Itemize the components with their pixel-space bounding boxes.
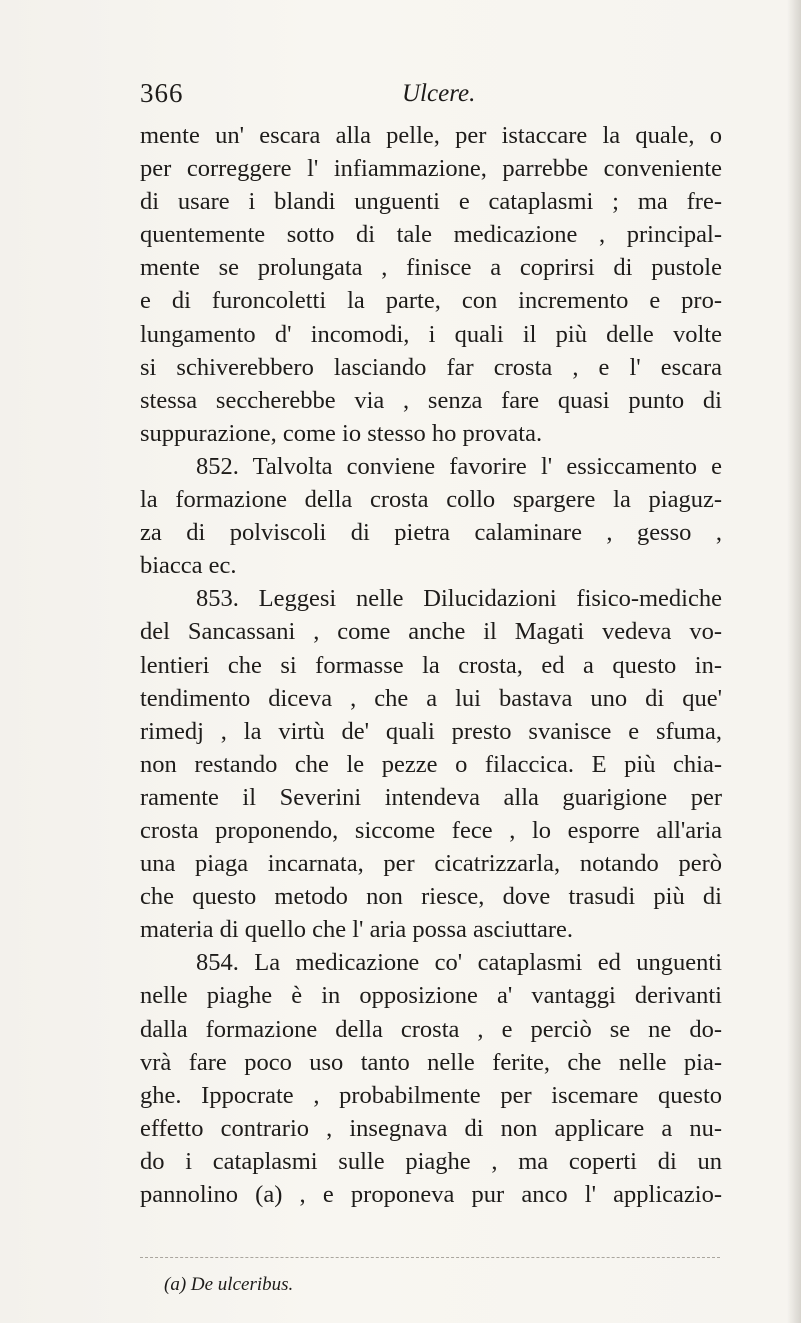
text-line: pannolino (a) , e proponeva pur anco l' applicazio- (140, 1181, 722, 1208)
footnote: (a) De ulceribus. (164, 1274, 294, 1295)
text-line: nelle piaghe è in opposizione a' vantaggi derivanti (140, 982, 722, 1010)
body-text (140, 119, 722, 1211)
text-line: e di furoncoletti la parte, con incremento e pro- (140, 287, 722, 315)
paragraph-852-start: 852. Talvolta conviene favorire l' essiccamento e (196, 452, 722, 480)
text-line: biacca ec. (140, 552, 237, 580)
text-line: lungamento d' incomodi, i quali il più delle volte (140, 320, 722, 348)
text-line: una piaga incarnata, per cicatrizzarla, notando però (140, 850, 722, 878)
paragraph-854-start: 854. La medicazione co' cataplasmi ed unguenti (196, 949, 722, 977)
text-line: rimedj , la virtù de' quali presto svanisce e sfuma, (140, 717, 722, 745)
text-line: mente un' escara alla pelle, per istaccare la quale, o (140, 122, 722, 149)
text-line: tendimento diceva , che a lui bastava uno di que' (140, 684, 722, 712)
text-line: per correggere l' infiammazione, parrebbe conveniente (140, 155, 722, 183)
footnote-divider (140, 1257, 720, 1258)
text-line: vrà fare poco uso tanto nelle ferite, che nelle pia- (140, 1048, 722, 1076)
text-line: ghe. Ippocrate , probabilmente per iscemare questo (140, 1081, 722, 1109)
text-line: la formazione della crosta collo spargere la piaguz- (140, 486, 722, 514)
paragraph-853-start: 853. Leggesi nelle Dilucidazioni fisico-mediche (196, 585, 722, 613)
text-line: materia di quello che l' aria possa asciuttare. (140, 916, 573, 944)
text-line: do i cataplasmi sulle piaghe , ma coperti di un (140, 1147, 722, 1175)
text-line: quentemente sotto di tale medicazione , principal- (140, 221, 722, 249)
page-edge-shadow (787, 0, 801, 1323)
text-line: mente se prolungata , finisce a coprirsi di pustole (140, 254, 722, 282)
text-line: si schiverebbero lasciando far crosta , e l' escara (140, 353, 722, 381)
page-number: 366 (140, 78, 184, 108)
running-title: Ulcere. (402, 80, 476, 107)
text-line: lentieri che si formasse la crosta, ed a questo in- (140, 651, 722, 679)
text-line: dalla formazione della crosta , e perciò se ne do- (140, 1015, 722, 1043)
text-line: del Sancassani , come anche il Magati vedeva vo- (140, 618, 722, 646)
text-line: non restando che le pezze o filaccica. E più chia- (140, 750, 722, 778)
text-line: che questo metodo non riesce, dove trasudi più di (140, 883, 722, 911)
text-line: crosta proponendo, siccome fece , lo esporre all'aria (140, 816, 722, 844)
text-line: za di polviscoli di pietra calaminare , gesso , (140, 519, 722, 547)
text-line: suppurazione, come io stesso ho provata. (140, 419, 543, 447)
text-line: ramente il Severini intendeva alla guarigione per (140, 783, 722, 811)
text-line: effetto contrario , insegnava di non applicare a nu- (140, 1114, 722, 1142)
text-line: di usare i blandi unguenti e cataplasmi ; ma fre- (140, 188, 722, 216)
text-line: stessa seccherebbe via , senza fare quasi punto di (140, 386, 722, 414)
page-header (140, 78, 700, 118)
